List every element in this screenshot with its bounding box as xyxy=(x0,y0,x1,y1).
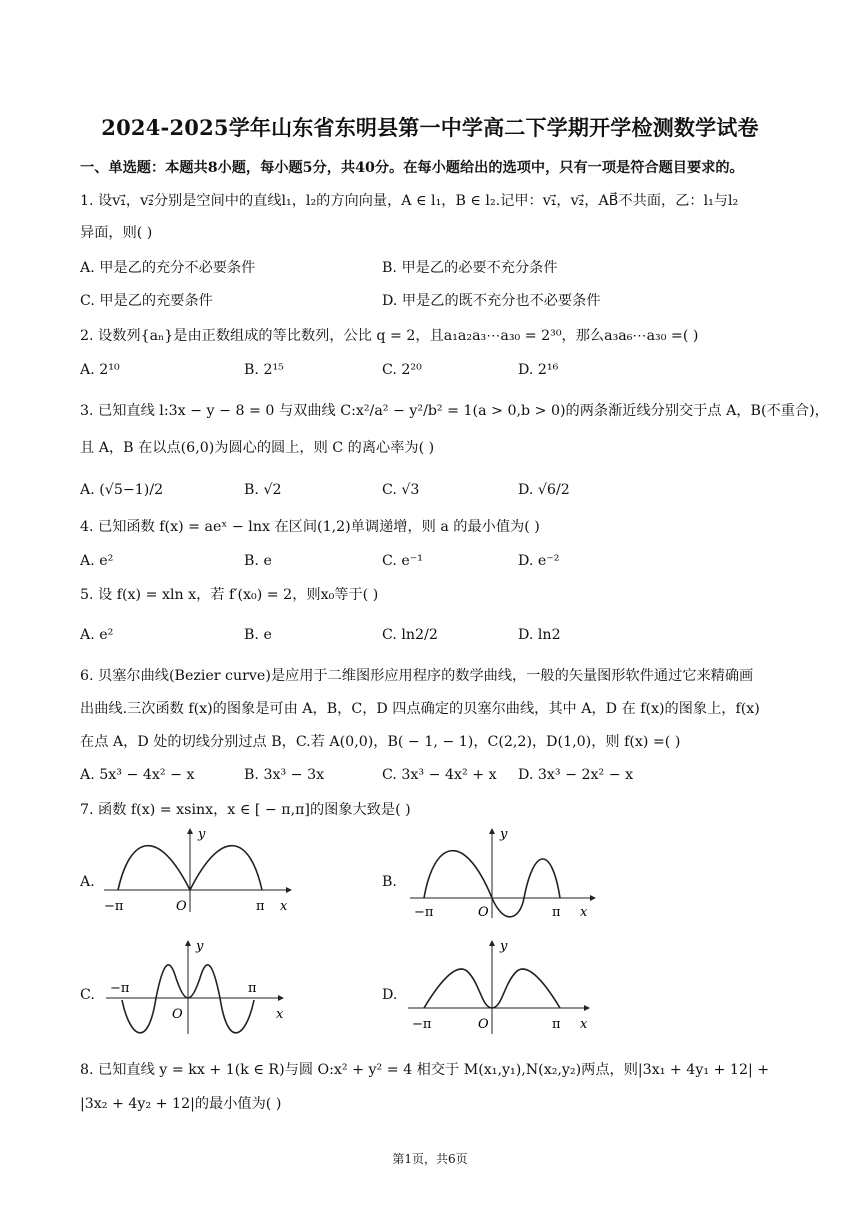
q6-option-d: D. 3x³ − 2x² − x xyxy=(518,767,634,783)
question-1-line-2: 异面，则( ) xyxy=(80,225,153,241)
svg-text:O: O xyxy=(172,1007,183,1022)
svg-text:y: y xyxy=(196,939,204,954)
svg-text:O: O xyxy=(176,899,187,914)
question-7-line-1: 7. 函数 f(x) = xsinx，x ∈ [ − π,π]的图象大致是( ) xyxy=(80,802,411,818)
q7-graph-b xyxy=(404,826,604,921)
svg-text:−π: −π xyxy=(414,905,434,920)
svg-text:π: π xyxy=(552,905,561,920)
question-6-line-3: 在点 A，D 处的切线分别过点 B，C.若 A(0,0)，B( − 1, − 1)，C(2,2)，D(1,0)，则 f(x) =( ) xyxy=(80,734,681,750)
svg-text:−π: −π xyxy=(412,1017,432,1032)
section-heading: 一、单选题：本题共8小题，每小题5分，共40分。在每小题给出的选项中，只有一项是符合题目要求的。 xyxy=(80,160,744,176)
q3-option-d: D. √6/2 xyxy=(518,482,570,498)
q2-option-b: B. 2¹⁵ xyxy=(244,362,284,378)
q3-option-a: A. (√5−1)/2 xyxy=(80,482,164,498)
svg-text:π: π xyxy=(552,1017,561,1032)
svg-text:π: π xyxy=(256,899,265,914)
question-5-line-1: 5. 设 f(x) = xln x，若 f′(x₀) = 2，则x₀等于( ) xyxy=(80,587,379,603)
q7-graph-c xyxy=(100,938,300,1038)
question-4-line-1: 4. 已知函数 f(x) = aeˣ − lnx 在区间(1,2)单调递增，则 a 的最小值为( ) xyxy=(80,519,540,535)
question-8-line-1: 8. 已知直线 y = kx + 1(k ∈ R)与圆 O:x² + y² = 4 相交于 M(x₁,y₁),N(x₂,y₂)两点，则|3x₁ + 4y₁ + 12| + xyxy=(80,1062,770,1078)
q4-option-d: D. e⁻² xyxy=(518,553,560,569)
q7-label-c: C. xyxy=(80,987,95,1003)
question-8-line-2: |3x₂ + 4y₂ + 12|的最小值为( ) xyxy=(80,1096,282,1112)
q7-label-b: B. xyxy=(382,874,397,890)
svg-text:−π: −π xyxy=(104,899,124,914)
svg-text:y: y xyxy=(500,827,508,842)
question-3-line-1: 3. 已知直线 l:3x − y − 8 = 0 与双曲线 C:x²/a² − y²/b² = 1(a > 0,b > 0)的两条渐近线分别交于点 A，B(不重合)， xyxy=(80,403,829,419)
q6-option-a: A. 5x³ − 4x² − x xyxy=(80,767,195,783)
q1-option-d: D. 甲是乙的既不充分也不必要条件 xyxy=(382,293,601,309)
page-title: 2024-2025学年山东省东明县第一中学高二下学期开学检测数学试卷 xyxy=(101,115,759,140)
q7-graph-d xyxy=(402,938,602,1038)
q7-label-a: A. xyxy=(80,874,95,890)
q5-option-c: C. ln2/2 xyxy=(382,627,438,643)
question-3-line-2: 且 A，B 在以点(6,0)为圆心的圆上，则 C 的离心率为( ) xyxy=(80,440,435,456)
page-number: 第1页，共6页 xyxy=(392,1152,468,1166)
svg-text:x: x xyxy=(580,1017,588,1032)
q2-option-d: D. 2¹⁶ xyxy=(518,362,559,378)
question-2-line-1: 2. 设数列{aₙ}是由正数组成的等比数列，公比 q = 2，且a₁a₂a₃⋯a₃₀ = 2³⁰，那么a₃a₆⋯a₃₀ =( ) xyxy=(80,328,699,344)
svg-text:π: π xyxy=(248,981,257,996)
q2-option-a: A. 2¹⁰ xyxy=(80,362,120,378)
svg-text:−π: −π xyxy=(110,981,130,996)
q2-option-c: C. 2²⁰ xyxy=(382,362,422,378)
q7-graph-a xyxy=(98,826,298,916)
q1-option-c: C. 甲是乙的充要条件 xyxy=(80,293,213,309)
q3-option-c: C. √3 xyxy=(382,482,420,498)
q5-option-d: D. ln2 xyxy=(518,627,561,643)
q4-option-c: C. e⁻¹ xyxy=(382,553,423,569)
svg-text:O: O xyxy=(478,1017,489,1032)
q5-option-a: A. e² xyxy=(80,627,114,643)
question-6-line-1: 6. 贝塞尔曲线(Bezier curve)是应用于二维图形应用程序的数学曲线，一般的矢量图形软件通过它来精确画 xyxy=(80,668,754,684)
question-1-line-1: 1. 设v₁⃗，v₂⃗分别是空间中的直线l₁，l₂的方向向量，A ∈ l₁，B ∈ l₂.记甲：v₁⃗，v₂⃗，AB⃗不共面，乙：l₁与l₂ xyxy=(80,193,739,209)
svg-text:x: x xyxy=(276,1007,284,1022)
q1-option-b: B. 甲是乙的必要不充分条件 xyxy=(382,260,558,276)
svg-text:x: x xyxy=(580,905,588,920)
q5-option-b: B. e xyxy=(244,627,272,643)
q6-option-b: B. 3x³ − 3x xyxy=(244,767,325,783)
svg-text:O: O xyxy=(478,905,489,920)
svg-text:x: x xyxy=(280,899,288,914)
svg-text:y: y xyxy=(500,939,508,954)
svg-text:y: y xyxy=(198,827,206,842)
question-6-line-2: 出曲线.三次函数 f(x)的图象是可由 A，B，C，D 四点确定的贝塞尔曲线，其中 A，D 在 f(x)的图象上，f(x) xyxy=(80,701,760,717)
q4-option-b: B. e xyxy=(244,553,272,569)
q3-option-b: B. √2 xyxy=(244,482,282,498)
q4-option-a: A. e² xyxy=(80,553,114,569)
q6-option-c: C. 3x³ − 4x² + x xyxy=(382,767,497,783)
q7-label-d: D. xyxy=(382,987,398,1003)
q1-option-a: A. 甲是乙的充分不必要条件 xyxy=(80,260,256,276)
